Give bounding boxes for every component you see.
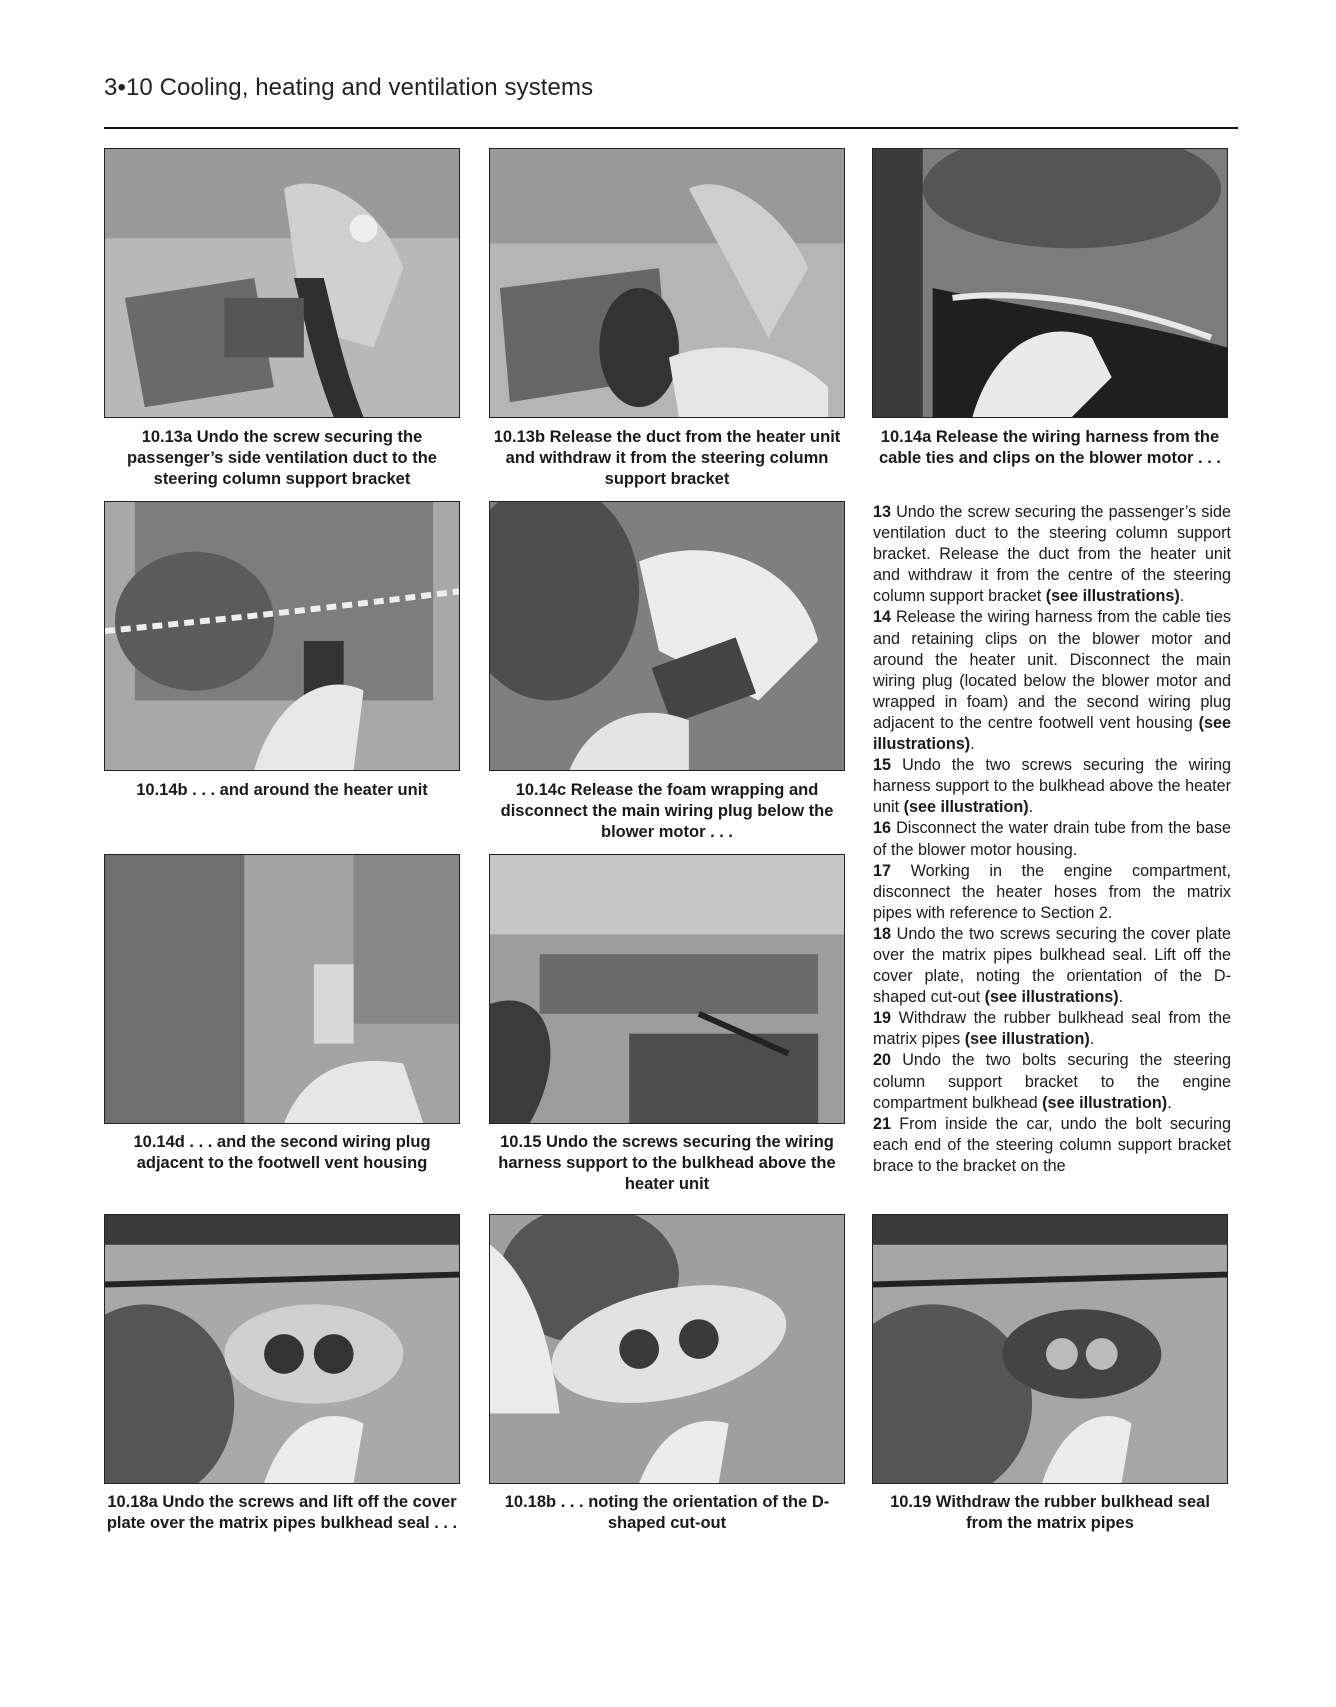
photo-10-13b: [489, 148, 845, 418]
step-17: 17 Working in the engine compartment, disconnect the heater hoses from the matrix pipes with reference to Section 2.: [873, 861, 1231, 922]
photo-10-14c: [489, 501, 845, 771]
photo-10-13a: [104, 148, 460, 418]
photo-10-18a: [104, 1214, 460, 1484]
caption-10-19: 10.19 Withdraw the rubber bulkhead seal from the matrix pipes: [890, 1493, 1210, 1532]
photo-10-14a: [872, 148, 1228, 418]
photo-10-18b: [489, 1214, 845, 1484]
procedure-text: [873, 502, 1231, 1177]
step-18: 18 Undo the two screws securing the cover plate over the matrix pipes bulkhead seal. Lift off the cover plate, noting the orientation of the D-shaped cut-out (see illustrations).: [873, 924, 1231, 1007]
caption-10-15: 10.15 Undo the screws securing the wiring harness support to the bulkhead above the heater unit: [498, 1133, 836, 1193]
step-16: 16 Disconnect the water drain tube from the base of the blower motor housing.: [873, 819, 1232, 859]
header-rule: [104, 127, 1238, 129]
step-19: 19 Withdraw the rubber bulkhead seal from the matrix pipes (see illustration).: [873, 1009, 1231, 1049]
caption-10-14c: 10.14c Release the foam wrapping and disconnect the main wiring plug below the blower motor . . .: [500, 781, 834, 841]
caption-10-18b: 10.18b . . . noting the orientation of the D-shaped cut-out: [504, 1493, 830, 1532]
caption-10-13b: 10.13b Release the duct from the heater unit and withdraw it from the steering column support bracket: [493, 428, 841, 488]
page-header: 3•10 Cooling, heating and ventilation systems: [104, 74, 594, 101]
step-21: 21 From inside the car, undo the bolt securing each end of the steering column support bracket brace to the bracket on the: [873, 1114, 1232, 1175]
photo-10-15: [489, 854, 845, 1124]
photo-10-14b: [104, 501, 460, 771]
caption-10-18a: 10.18a Undo the screws and lift off the cover plate over the matrix pipes bulkhead seal . . .: [106, 1493, 458, 1532]
step-20: 20 Undo the two bolts securing the steering column support bracket to the engine compartment bulkhead (see illustration).: [873, 1051, 1231, 1112]
caption-10-14d: 10.14d . . . and the second wiring plug adjacent to the footwell vent housing: [133, 1133, 431, 1172]
step-13: 13 Undo the screw securing the passenger’s side ventilation duct to the steering column support bracket. Release the duct from the heater unit and withdraw it from the centre of the steering column support bracket (see illustrations).: [873, 503, 1231, 606]
caption-10-14b: 10.14b . . . and around the heater unit: [136, 781, 428, 799]
step-14: 14 Release the wiring harness from the cable ties and retaining clips on the blower motor and around the heater unit. Disconnect the main wiring plug (located below the blower motor and wrapped in foam) and the second wiring plug adjacent to the centre footwell vent housing (see illustrations).: [873, 608, 1231, 754]
step-15: 15 Undo the two screws securing the wiring harness support to the bulkhead above the heater unit (see illustration).: [873, 756, 1231, 817]
caption-10-13a: 10.13a Undo the screw securing the passenger’s side ventilation duct to the steering column support bracket: [127, 428, 437, 488]
photo-10-14d: [104, 854, 460, 1124]
caption-10-14a: 10.14a Release the wiring harness from the cable ties and clips on the blower motor . . .: [879, 428, 1221, 467]
photo-10-19: [872, 1214, 1228, 1484]
